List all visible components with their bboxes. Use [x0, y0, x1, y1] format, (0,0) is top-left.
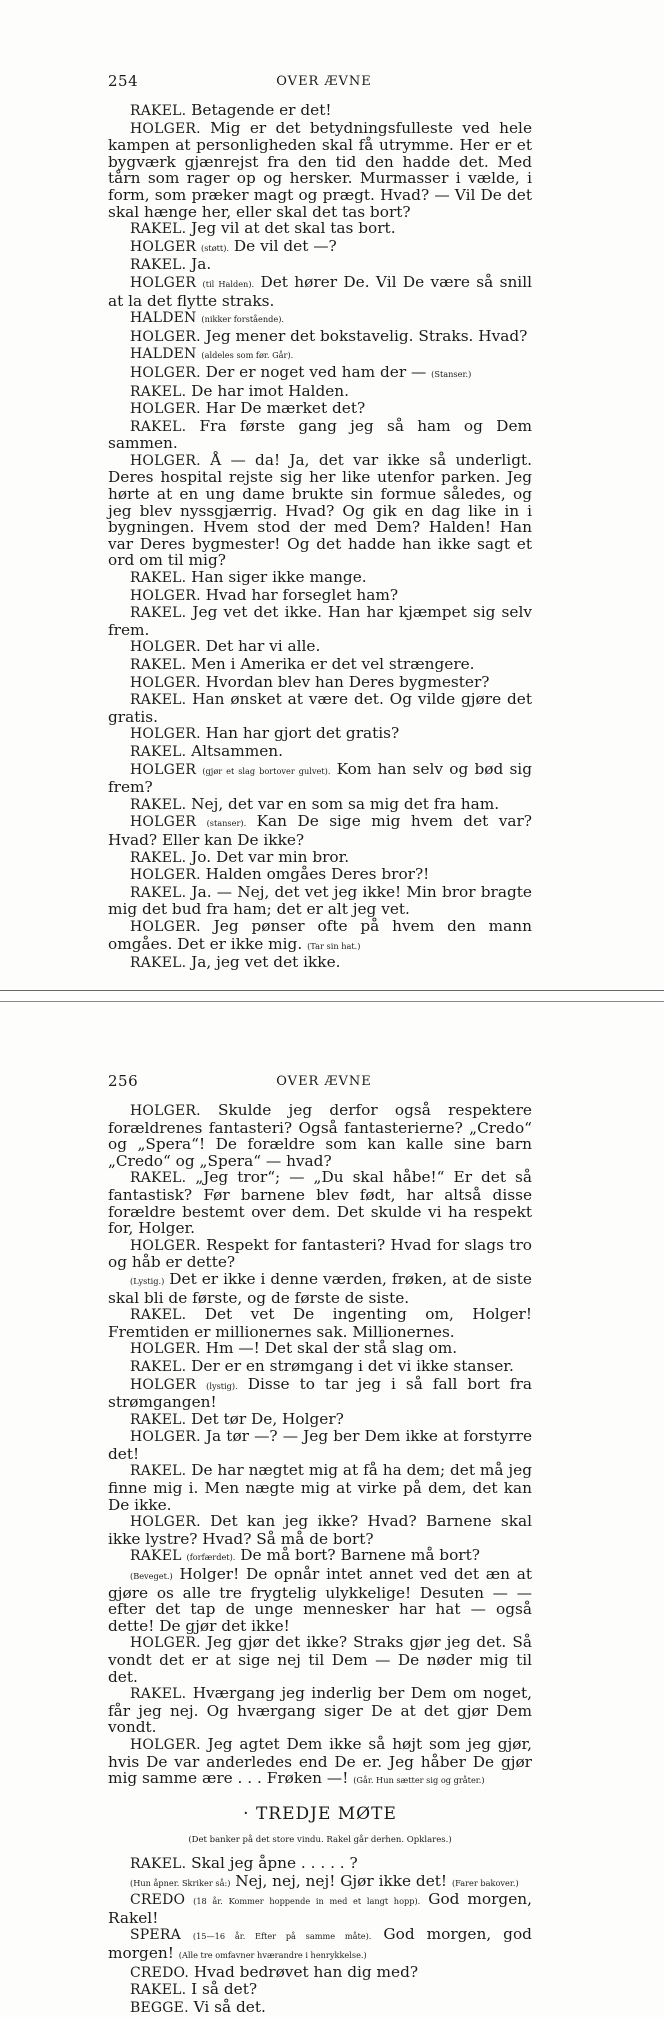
spoken-text: Det tør De, Holger?	[191, 1409, 344, 1428]
spoken-text: Det har vi alle.	[205, 637, 321, 656]
spoken-text: De vil det —?	[233, 236, 337, 255]
speaker-name: RAKEL.	[130, 570, 187, 587]
stage-direction: (støtt).	[201, 242, 230, 253]
spoken-text: Skulde jeg derfor også respektere forældrenes fantasteri? Også fantasterierne? „Credo“ og „Spera“! De forældre som kan kalle sine barn „Credo“ og „Spera“ — hvad?	[108, 1101, 532, 1170]
spoken-text: De må bort? Barnene må bort?	[240, 1546, 480, 1565]
dialogue-line	[108, 120, 532, 221]
spoken-text: „Jeg tror“; — „Du skal håbe!“ Er det så fantastisk? Før barnene blev født, har altså disse forældre bestemt over dem. Det skulde vi ha respekt for, Holger.	[108, 1168, 532, 1238]
dialogue-line	[108, 918, 532, 954]
dialogue-line	[108, 743, 532, 761]
dialogue-line	[108, 1376, 532, 1411]
spoken-text: Det kan jeg ikke? Hvad? Barnene skal ikke lystre? Hvad? Så må de bort?	[108, 1512, 532, 1548]
speaker-name: HOLGER.	[130, 1635, 201, 1652]
speaker-name: RAKEL	[130, 1548, 182, 1565]
spoken-text: Har De mærket det?	[205, 399, 366, 418]
spoken-text: Respekt for fantasteri? Hvad for slags tro og håb er dette?	[108, 1235, 532, 1272]
speaker-name: RAKEL.	[130, 1855, 187, 1872]
speaker-name: HOLGER.	[130, 1736, 201, 1753]
dialogue-line	[108, 400, 532, 418]
spoken-text: Ja. — Nej, det vet jeg ikke! Min bror bragte mig det bud fra ham; det er alt jeg vet.	[108, 882, 532, 919]
speaker-name: HOLGER.	[130, 639, 201, 656]
dialogue-line	[108, 1411, 532, 1429]
book-page-256	[0, 1002, 664, 2017]
speaker-name: RAKEL.	[130, 383, 187, 400]
page-divider	[0, 990, 664, 1002]
speaker-name: RAKEL.	[130, 221, 187, 238]
dialogue-line	[108, 1634, 532, 1685]
spoken-text: Han siger ikke mange.	[191, 568, 367, 587]
speaker-name: HOLGER.	[130, 401, 201, 418]
dialogue-line	[108, 1891, 532, 1926]
stage-direction: (aldeles som før. Går).	[201, 350, 294, 361]
dialogue-line	[108, 849, 532, 867]
speaker-name: HOLGER.	[130, 726, 201, 743]
stage-direction: (Tar sin hat.)	[307, 940, 361, 951]
spoken-text: Der er noget ved ham der —	[205, 362, 427, 381]
speaker-name: RAKEL.	[130, 257, 187, 274]
act-heading: · TREDJE MØTE	[243, 1803, 397, 1824]
dialogue-line	[108, 1855, 532, 1873]
spoken-text: Kom han selv og bød sig frem?	[108, 759, 532, 797]
dialogue-line	[108, 102, 532, 120]
speaker-name: HOLGER	[130, 1376, 197, 1393]
dialogue-line	[108, 866, 532, 884]
speaker-name: RAKEL.	[130, 1463, 187, 1480]
spoken-text: Holger! De opnår intet annet ved det æn at gjøre os alle tre frygtelig ulykkelige! Desuten — — efter det tap de unge mennesker har hat — også dette! De gjør det ikke!	[108, 1565, 532, 1635]
speaker-name: HOLGER.	[130, 867, 201, 884]
spoken-text: Nej, nej, nej! Gjør ikke det!	[235, 1871, 448, 1890]
speaker-name: RAKEL.	[130, 1307, 187, 1324]
spoken-text: Hvad bedrøvet han dig med?	[193, 1962, 419, 1981]
dialogue-line	[108, 761, 532, 796]
dialogue-line	[108, 345, 532, 364]
speaker-name: HOLGER.	[130, 1514, 201, 1531]
spoken-text: Jeg vil at det skal tas bort.	[191, 219, 396, 238]
stage-direction: (15—16 år. Efter på samme måte).	[192, 1931, 372, 1942]
spoken-text: Der er en strømgang i det vi ikke stanser.	[191, 1356, 514, 1375]
stage-direction: (Stanser.)	[431, 368, 472, 379]
dialogue-line	[108, 569, 532, 587]
spoken-text: Vi så det.	[193, 1997, 266, 2016]
speaker-name: HOLGER.	[130, 1429, 201, 1446]
speaker-name: RAKEL.	[130, 1358, 187, 1375]
spoken-text: Men i Amerika er det vel strængere.	[191, 655, 475, 673]
dialogue-line	[108, 1358, 532, 1376]
speaker-name: HOLGER.	[130, 452, 201, 469]
dialogue-line	[108, 656, 532, 674]
speaker-name: HOLGER	[130, 761, 197, 778]
dialogue-line	[108, 364, 532, 383]
speaker-name: RAKEL.	[130, 884, 187, 901]
speaker-name: SPERA	[130, 1927, 181, 1944]
page-number: 256	[108, 1072, 139, 1090]
stage-direction: (18 år. Kommer hoppende in med et langt hopp).	[193, 1896, 421, 1907]
speaker-name: CREDO	[130, 1892, 186, 1909]
dialogue-line	[108, 1926, 532, 1963]
speaker-name: RAKEL.	[130, 743, 187, 760]
spoken-text: Det hører De. Vil De være så snill at la det flytte straks.	[108, 272, 532, 310]
dialogue-line	[108, 1566, 532, 1634]
stage-direction: (Farer bakover.)	[451, 1877, 519, 1888]
dialogue-line	[108, 638, 532, 656]
running-head: OVER ÆVNE	[276, 74, 372, 89]
dialogue-line	[108, 813, 532, 848]
spoken-text: Jeg mener det bokstavelig. Straks. Hvad?	[205, 326, 528, 345]
dialogue-line	[108, 1981, 532, 1999]
speaker-name: RAKEL.	[130, 1982, 187, 1999]
speaker-name: CREDO.	[130, 1964, 190, 1981]
spoken-text: Nej, det var en som sa mig det fra ham.	[191, 794, 500, 813]
stage-direction: (stanser).	[206, 818, 247, 829]
speaker-name: HALDEN	[130, 310, 197, 327]
stage-direction: (Lystig.)	[130, 1275, 165, 1286]
speaker-name: HOLGER.	[130, 1341, 201, 1358]
speaker-name: RAKEL.	[130, 692, 187, 709]
spoken-text: Det er ikke i denne værden, frøken, at de siste skal bli de første, og de første de siste.	[108, 1269, 532, 1307]
spoken-text: I så det?	[191, 1980, 258, 1999]
spoken-text: Mig er det betydningsfulleste ved hele kampen at personligheden skal få utrymme. Her er et bygværk gjænrejst fra den tid den hadde det. Med tårn som rager op og hersker. Murmasser i vælde, i form, som præker magt og prægt. Hvad? — Vil De det skal hænge her, eller skal det tas bort?	[108, 118, 532, 221]
dialogue-line	[108, 1428, 532, 1462]
spoken-text: Skal jeg åpne . . . . . ?	[191, 1853, 358, 1872]
dialogue-line	[108, 954, 532, 972]
spoken-text: Jeg gjør det ikke? Straks gjør jeg det. Så vondt det er at sige nej til Dem — De nøder mig til det.	[108, 1633, 532, 1686]
dialogue-line	[108, 1340, 532, 1358]
stage-direction: (Beveget.)	[130, 1571, 173, 1582]
speaker-name: HOLGER.	[130, 1237, 201, 1254]
spoken-text: Altsammen.	[191, 741, 283, 760]
spoken-text: Hvordan blev han Deres bygmester?	[205, 672, 490, 691]
speaker-name: BEGGE.	[130, 1999, 189, 2016]
spoken-text: God morgen, Rakel!	[108, 1890, 532, 1927]
stage-direction: (gjør et slag bortover gulvet).	[202, 765, 331, 776]
spoken-text: Ja.	[191, 255, 212, 274]
dialogue-line	[108, 383, 532, 401]
spoken-text: Jeg vet det ikke. Han har kjæmpet sig selv frem.	[108, 603, 532, 639]
spoken-text: Jeg agtet Dem ikke så højt som jeg gjør, hvis De var anderledes end De er. Jeg håber De gjør mig samme ære . . . Frøken —!	[108, 1734, 532, 1788]
spoken-text: God morgen, god morgen!	[108, 1925, 532, 1962]
dialogue-line	[108, 691, 532, 725]
spoken-text: Hm —! Det skal der stå slag om.	[205, 1339, 458, 1358]
speaker-name: RAKEL.	[130, 418, 187, 435]
speaker-name: HOLGER.	[130, 587, 201, 604]
dialogue-line	[108, 796, 532, 814]
page-number: 254	[108, 72, 139, 90]
speaker-name: RAKEL.	[130, 1686, 187, 1703]
dialogue-line	[108, 674, 532, 692]
dialogue-line	[108, 220, 532, 238]
stage-note: (Det banker på det store vindu. Rakel går derhen. Opklares.)	[188, 1835, 452, 1846]
dialogue-line	[108, 1736, 532, 1789]
speaker-name: RAKEL.	[130, 605, 187, 622]
dialogue-line	[108, 418, 532, 452]
speaker-name: RAKEL.	[130, 955, 187, 972]
spoken-text: Å — da! Ja, det var ikke så underligt. Deres hospital rejste sig her like utenfor parken. Jeg hørte at en ung dame brukte sin formue således, og jeg blev nyssgjærrig. Hvad? Og gik en dag like in i bygningen. Hvem stod der med Dem? Halden! Han var Deres bygmester! Og det hadde han ikke sagt et ord om til mig?	[108, 450, 532, 570]
dialogue-line	[108, 452, 532, 569]
dialogue-text	[108, 1102, 532, 2016]
spoken-text: Ja, jeg vet det ikke.	[191, 953, 341, 972]
spoken-text: Ja tør —? — Jeg ber Dem ikke at forstyrre det!	[108, 1427, 532, 1463]
dialogue-line	[108, 274, 532, 309]
speaker-name: HOLGER	[130, 814, 197, 831]
speaker-name: HOLGER.	[130, 918, 201, 935]
spoken-text: Hværgang jeg inderlig ber Dem om noget, får jeg nej. Og hværgang siger De at det gjør Dem vondt.	[108, 1684, 532, 1737]
dialogue-line	[108, 884, 532, 918]
stage-direction: (Hun åpner. Skriker så:)	[130, 1877, 231, 1888]
speaker-name: HOLGER.	[130, 674, 201, 691]
dialogue-line	[108, 1685, 532, 1736]
spoken-text: Han har gjort det gratis?	[205, 724, 400, 743]
dialogue-line	[108, 1462, 532, 1513]
dialogue-text	[108, 102, 532, 972]
spoken-text: Fra første gang jeg så ham og Dem sammen.	[108, 416, 532, 453]
spoken-text: Halden omgåes Deres bror?!	[205, 865, 430, 884]
speaker-name: HOLGER.	[130, 120, 201, 137]
dialogue-line	[108, 309, 532, 328]
dialogue-line	[108, 1102, 532, 1169]
speaker-name: HOLGER.	[130, 364, 201, 381]
speaker-name: HOLGER	[130, 274, 197, 291]
dialogue-line	[108, 1169, 532, 1236]
dialogue-line	[108, 587, 532, 605]
dialogue-line	[108, 1237, 532, 1271]
stage-direction: (lystig).	[206, 1380, 238, 1391]
dialogue-line	[108, 1873, 532, 1892]
dialogue-line	[108, 1306, 532, 1340]
running-head: OVER ÆVNE	[276, 1074, 372, 1089]
speaker-name: HOLGER	[130, 238, 197, 255]
spoken-text: De har nægtet mig at få ha dem; det må jeg finne mig i. Men nægte mig at virke på dem, det kan De ikke.	[108, 1461, 532, 1514]
spoken-text: Det vet De ingenting om, Holger! Fremtiden er millionernes sak. Millionernes.	[108, 1305, 532, 1341]
dialogue-line	[108, 238, 532, 257]
spoken-text: Hvad har forseglet ham?	[205, 585, 399, 604]
dialogue-line	[108, 725, 532, 743]
speaker-name: HALDEN	[130, 346, 197, 363]
stage-direction: (til Halden).	[202, 278, 255, 289]
dialogue-line	[108, 256, 532, 274]
speaker-name: RAKEL.	[130, 1411, 187, 1428]
dialogue-line	[108, 1964, 532, 1982]
dialogue-line	[108, 1271, 532, 1306]
spoken-text: Jeg pønser ofte på hvem den mann omgåes. Det er ikke mig.	[108, 916, 532, 953]
stage-direction: (Alle tre omfavner hværandre i henrykkelse.)	[178, 1949, 367, 1960]
stage-direction: (Går. Hun sætter sig og gråter.)	[353, 1775, 485, 1786]
speaker-name: HOLGER.	[130, 1103, 201, 1119]
spoken-text: Betagende er det!	[191, 101, 332, 119]
spoken-text: Kan De sige mig hvem det var? Hvad? Eller kan De ikke?	[108, 812, 532, 849]
speaker-name: RAKEL.	[130, 1170, 187, 1187]
book-page-254	[0, 0, 664, 990]
dialogue-line	[108, 604, 532, 638]
speaker-name: HOLGER.	[130, 328, 201, 345]
spoken-text: Disse to tar jeg i så fall bort fra strømgangen!	[108, 1374, 532, 1412]
dialogue-line	[108, 1547, 532, 1566]
speaker-name: RAKEL.	[130, 657, 187, 673]
speaker-name: RAKEL.	[130, 849, 187, 866]
dialogue-line	[108, 1999, 532, 2017]
spoken-text: Han ønsket at være det. Og vilde gjøre det gratis.	[108, 690, 532, 726]
speaker-name: RAKEL.	[130, 796, 187, 813]
stage-direction: (nikker forstående).	[201, 314, 285, 325]
spoken-text: Jo. Det var min bror.	[191, 847, 350, 866]
stage-direction: (forfærdet).	[186, 1552, 236, 1563]
dialogue-line	[108, 328, 532, 346]
speaker-name: RAKEL.	[130, 103, 187, 119]
spoken-text: De har imot Halden.	[191, 381, 350, 400]
dialogue-line	[108, 1513, 532, 1547]
